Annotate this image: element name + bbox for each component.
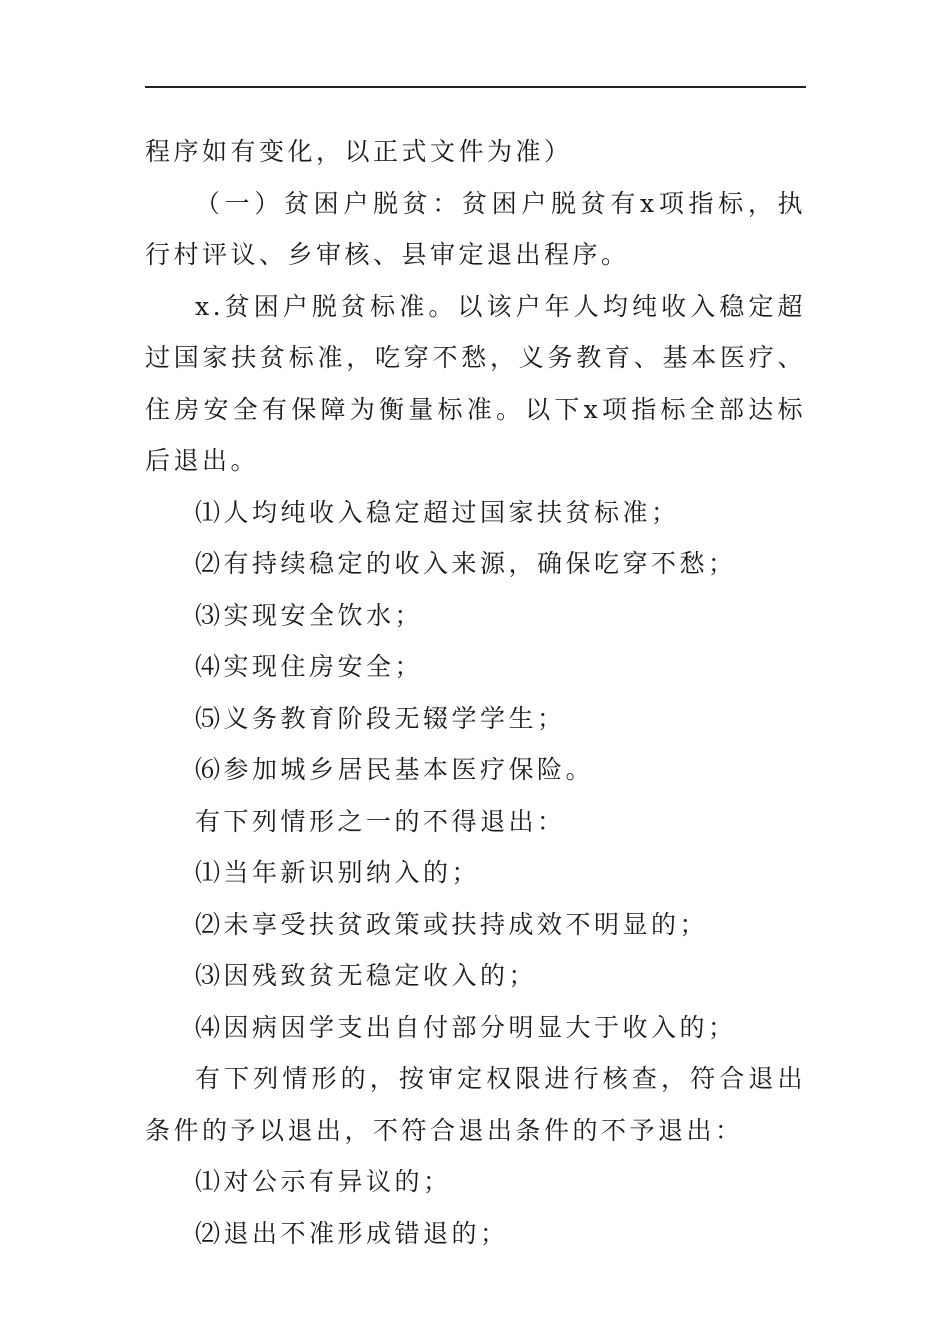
header-rule xyxy=(145,86,806,88)
list-item-criterion: ⑹参加城乡居民基本医疗保险。 xyxy=(195,755,595,784)
list-item-review: ⑴对公示有异议的； xyxy=(195,1167,452,1196)
list-item-criterion: ⑵有持续稳定的收入来源，确保吃穿不愁； xyxy=(195,549,737,578)
paragraph-continuation: 程序如有变化，以正式文件为准） xyxy=(145,137,573,166)
list-item-exclusion: ⑷因病因学支出自付部分明显大于收入的； xyxy=(195,1012,737,1042)
document-body xyxy=(145,126,806,1259)
paragraph-review-intro: 有下列情形的，按审定权限进行核查，符合退出条件的予以退出，不符合退出条件的不予退出： xyxy=(145,1064,806,1145)
list-item-criterion: ⑶实现安全饮水； xyxy=(195,600,424,630)
paragraph-exclusion-intro: 有下列情形之一的不得退出： xyxy=(195,806,566,836)
paragraph-section-heading: （一）贫困户脱贫：贫困户脱贫有x项指标，执行村评议、乡审核、县审定退出程序。 xyxy=(145,188,806,269)
list-item-criterion: ⑷实现住房安全； xyxy=(195,652,424,681)
list-item-exclusion: ⑴当年新识别纳入的； xyxy=(195,858,481,887)
list-item-exclusion: ⑶因残致贫无稳定收入的； xyxy=(195,961,538,990)
list-item-exclusion: ⑵未享受扶贫政策或扶持成效不明显的； xyxy=(195,909,709,939)
paragraph-standard: x.贫困户脱贫标准。以该户年人均纯收入稳定超过国家扶贫标准，吃穿不愁，义务教育、基本医疗、住房安全有保障为衡量标准。以下x项指标全部达标后退出。 xyxy=(145,291,806,475)
list-item-review: ⑵退出不准形成错退的； xyxy=(195,1218,509,1248)
list-item-criterion: ⑸义务教育阶段无辍学学生； xyxy=(195,703,566,733)
list-item-criterion: ⑴人均纯收入稳定超过国家扶贫标准； xyxy=(195,497,680,527)
